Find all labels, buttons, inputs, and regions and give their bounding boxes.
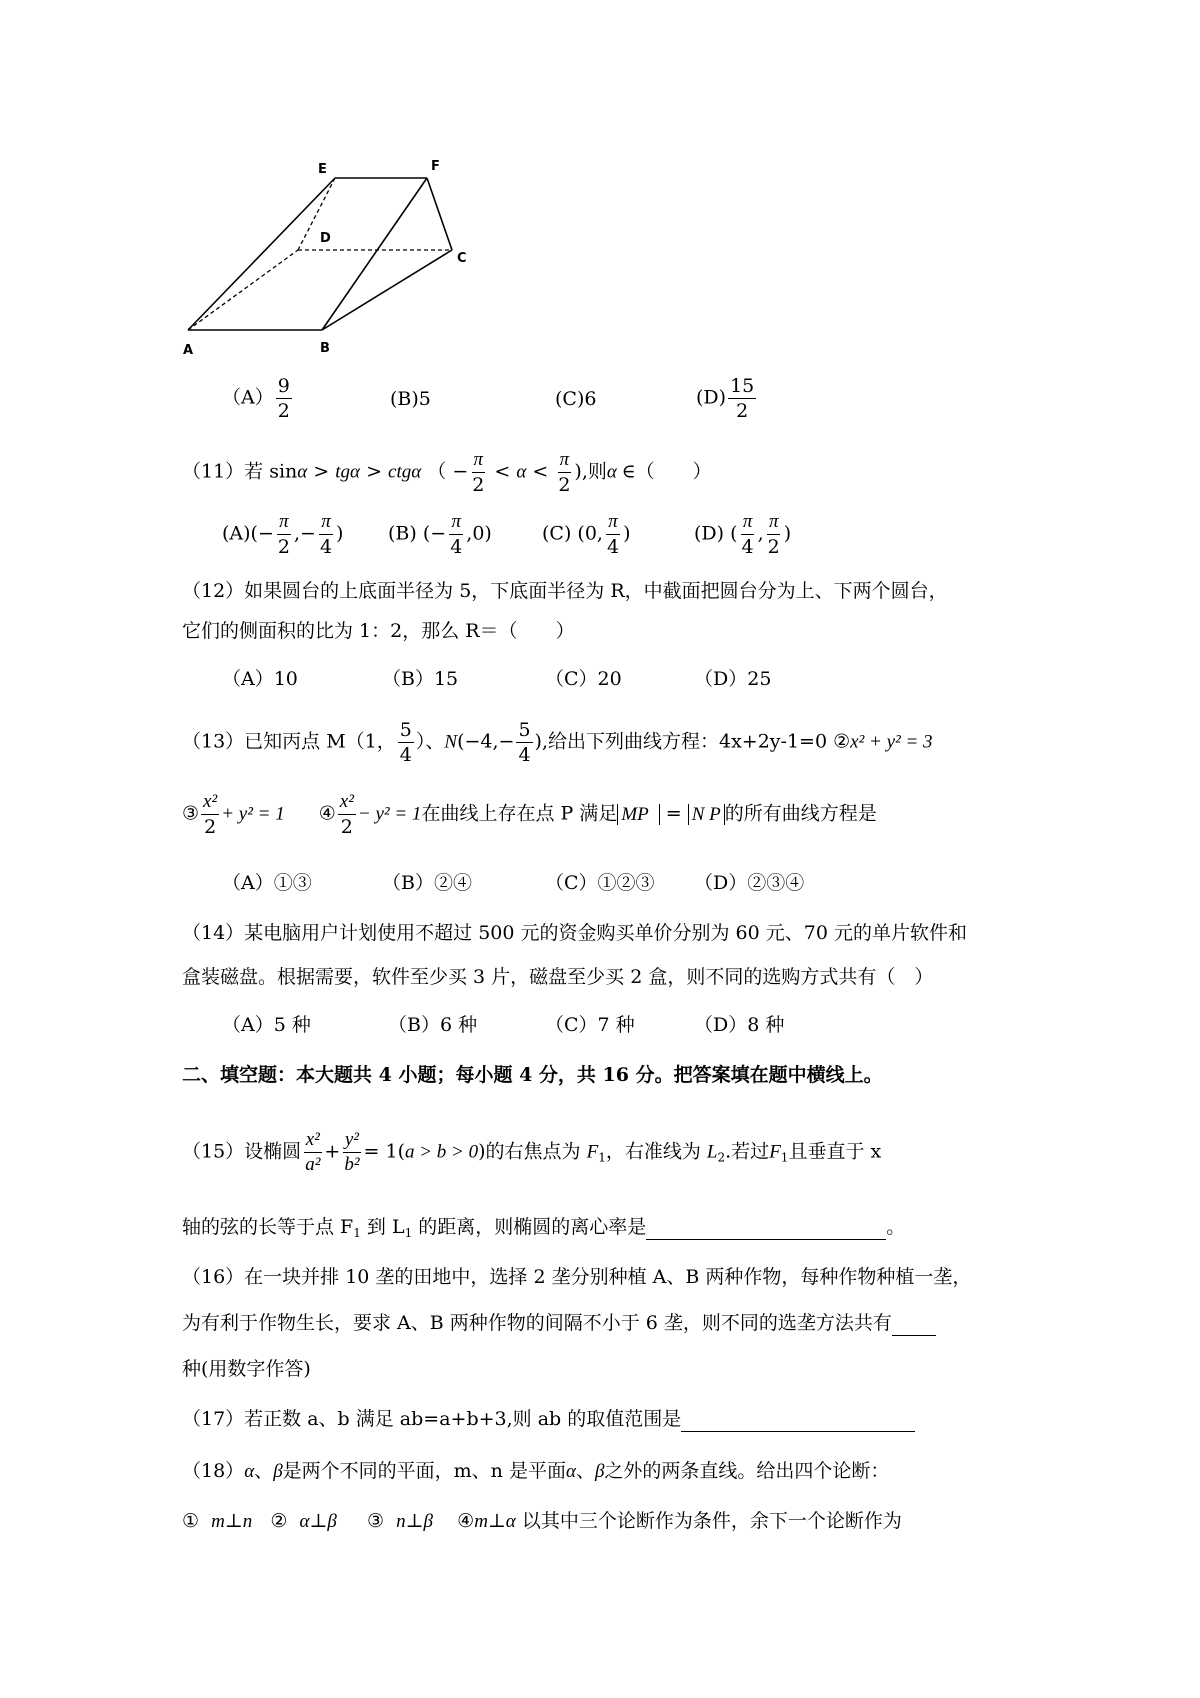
geometry-figure bbox=[0, 0, 480, 360]
edge-AE bbox=[188, 178, 335, 330]
edge-AD bbox=[188, 250, 298, 330]
q10-option-b: (B)5 bbox=[390, 388, 431, 410]
q15-line-2: 轴的弦的长等于点 $F_1$ 到 $L_1$ 的距离，则椭圆的离心率是 。 bbox=[182, 1216, 906, 1240]
q13-line-1: （13）已知丙点 M（1， $\frac{5}{4}$ ）、N(−4,− $\frac{5}{4}$ ),给出下列曲线方程：4x+2y-1=0 ②x² + y² = 3 bbox=[182, 719, 933, 766]
q11-question: （11）若 sinα > tgα > ctgα （ − $\frac{\pi}{2}$ < α < $\frac{\pi}{2}$ ),则α ∈（ ） bbox=[182, 449, 712, 496]
q12-line-1: （12）如果圆台的上底面半径为 5，下底面半径为 R，中截面把圆台分为上、下两个圆台， bbox=[182, 580, 948, 602]
q13-option-b: （B）②④ bbox=[382, 872, 472, 894]
q10-option-a: （A） $\frac{9}{2}$ bbox=[222, 375, 290, 422]
q11-option-a: (A)(− $\frac{\pi}{2}$ ,− $\frac{\pi}{4}$ ) bbox=[222, 511, 344, 558]
q12-option-a: （A）10 bbox=[222, 668, 298, 690]
q16-line-1: （16）在一块并排 10 垄的田地中，选择 2 垄分别种植 A、B 两种作物，每种作物种植一垄， bbox=[182, 1266, 972, 1288]
q15-answer-blank[interactable] bbox=[646, 1217, 886, 1240]
q17-answer-blank[interactable] bbox=[681, 1409, 915, 1432]
q11-option-b: (B) (− $\frac{\pi}{4}$ ,0) bbox=[388, 511, 492, 558]
edge-FC bbox=[427, 178, 452, 250]
q18-line-2: ① m⊥n ② α⊥β ③ n⊥β ④m⊥α 以其中三个论断作为条件，余下一个论断作为 bbox=[182, 1510, 902, 1532]
q14-option-d: （D）8 种 bbox=[694, 1014, 785, 1036]
edge-BF bbox=[322, 178, 427, 330]
q12-line-2: 它们的侧面积的比为 1：2，那么 R＝（ ） bbox=[182, 620, 575, 642]
edge-BC bbox=[322, 250, 452, 330]
q14-option-b: （B）6 种 bbox=[388, 1014, 478, 1036]
label-D: D bbox=[320, 231, 331, 246]
q13-option-d: （D）②③④ bbox=[694, 872, 805, 894]
label-E: E bbox=[318, 162, 327, 177]
q12-option-c: （C）20 bbox=[545, 668, 622, 690]
q10-option-c: (C)6 bbox=[555, 388, 597, 410]
q16-line-2: 为有利于作物生长，要求 A、B 两种作物的间隔不小于 6 垄，则不同的选垄方法共有 bbox=[182, 1310, 936, 1336]
q13-line-2: ③ $\frac{\text{x²}}{2}$ + y² = 1 ④ $\frac{\text{x²}}{2}$ − y² = 1在曲线上存在点 P 满足 MP = N P 的所有曲线方程是 bbox=[182, 791, 877, 838]
q15-line-1: （15）设椭圆 $\frac{\text{x²}}{\text{a²}}$ + $\frac{\text{y²}}{\text{b²}}$ = 1(a > b > 0)的右焦点为 $F_1$，右准线为 $L_2$.若过$F_1$且垂直于 x bbox=[182, 1129, 882, 1175]
q11-option-d: (D) ( $\frac{\pi}{4}$ , $\frac{\pi}{2}$ ) bbox=[694, 511, 792, 558]
q13-option-c: （C）①②③ bbox=[545, 872, 655, 894]
section-2-heading: 二、填空题：本大题共 4 小题；每小题 4 分，共 16 分。把答案填在题中横线上。 bbox=[182, 1064, 883, 1086]
label-C: C bbox=[457, 251, 467, 266]
q12-option-d: （D）25 bbox=[694, 668, 772, 690]
q11-option-c: (C) (0, $\frac{\pi}{4}$ ) bbox=[542, 511, 631, 558]
q18-line-1: （18）α、β是两个不同的平面，m、n 是平面α、β之外的两条直线。给出四个论断： bbox=[182, 1460, 890, 1482]
q14-line-2: 盒装磁盘。根据需要，软件至少买 3 片，磁盘至少买 2 盒，则不同的选购方式共有（ ） bbox=[182, 966, 934, 988]
q12-option-b: （B）15 bbox=[382, 668, 459, 690]
q10-option-d: (D) $\frac{15}{2}$ bbox=[696, 375, 755, 422]
label-F: F bbox=[431, 159, 440, 174]
q14-option-c: （C）7 种 bbox=[545, 1014, 635, 1036]
q14-option-a: （A）5 种 bbox=[222, 1014, 311, 1036]
q14-line-1: （14）某电脑用户计划使用不超过 500 元的资金购买单价分别为 60 元、70 元的单片软件和 bbox=[182, 922, 967, 944]
label-A: A bbox=[183, 343, 194, 358]
q16-line-3: 种(用数字作答) bbox=[182, 1358, 311, 1380]
q16-answer-blank[interactable] bbox=[892, 1313, 936, 1336]
q13-option-a: （A）①③ bbox=[222, 872, 312, 894]
label-B: B bbox=[320, 341, 330, 356]
q17-question: （17）若正数 a、b 满足 ab=a+b+3,则 ab 的取值范围是 bbox=[182, 1406, 915, 1432]
